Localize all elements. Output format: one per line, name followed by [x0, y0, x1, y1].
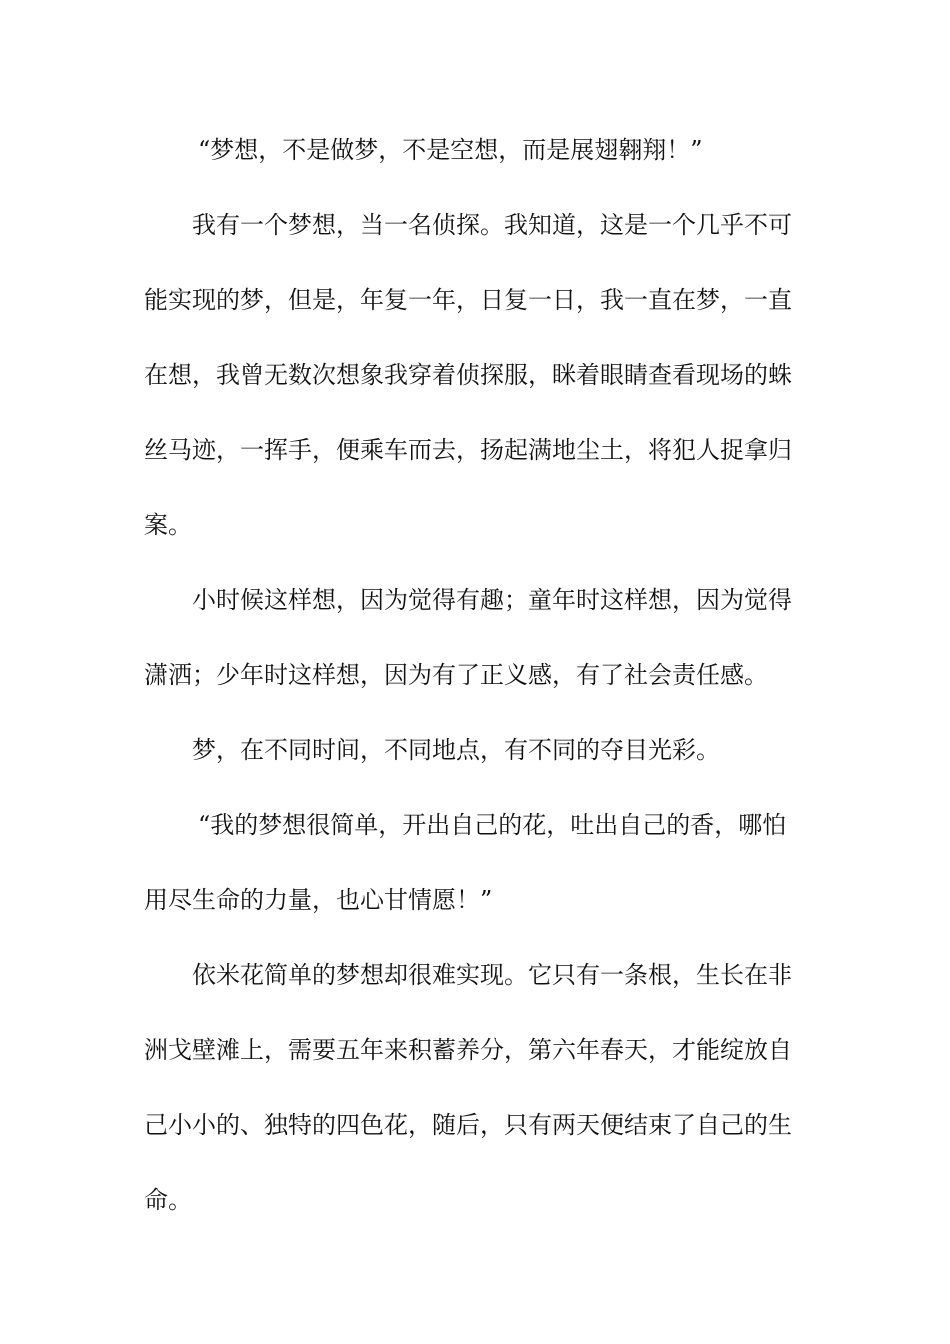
- paragraph-line: 命。: [144, 1186, 192, 1214]
- paragraph-line: 案。: [144, 511, 192, 539]
- quote-line-2: “我的梦想很简单，开出自己的花，吐出自己的香，哪怕: [198, 811, 787, 839]
- paragraph-line: 潇洒；少年时这样想，因为有了正义感，有了社会责任感。: [144, 661, 768, 689]
- paragraph-line: 在想，我曾无数次想象我穿着侦探服，眯着眼睛查看现场的蛛: [144, 361, 792, 389]
- paragraph-line: 己小小的、独特的四色花，随后，只有两天便结束了自己的生: [144, 1111, 792, 1139]
- paragraph-line: 能实现的梦，但是，年复一年，日复一日，我一直在梦，一直: [144, 286, 792, 314]
- paragraph-line: 我有一个梦想，当一名侦探。我知道，这是一个几乎不可: [192, 211, 792, 239]
- paragraph-line: 依米花简单的梦想却很难实现。它只有一条根，生长在非: [192, 961, 792, 989]
- quote-line-1: “梦想，不是做梦，不是空想，而是展翅翱翔！”: [198, 136, 703, 164]
- paragraph-line: 小时候这样想，因为觉得有趣；童年时这样想，因为觉得: [192, 586, 792, 614]
- paragraph-line: 丝马迹，一挥手，便乘车而去，扬起满地尘土，将犯人捉拿归: [144, 436, 792, 464]
- paragraph-line: 梦，在不同时间，不同地点，有不同的夺目光彩。: [192, 736, 720, 764]
- paragraph-line: 洲戈壁滩上，需要五年来积蓄养分，第六年春天，才能绽放自: [144, 1036, 792, 1064]
- paragraph-line: 用尽生命的力量，也心甘情愿！”: [144, 886, 493, 914]
